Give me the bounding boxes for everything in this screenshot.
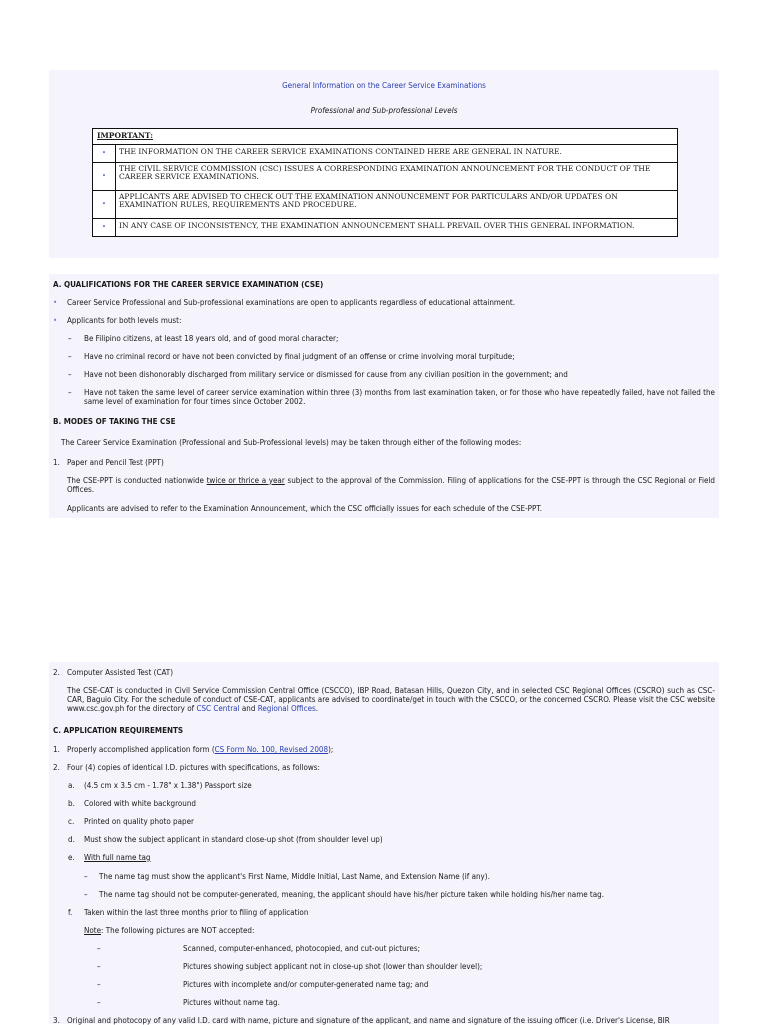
dash-marker: – [97,980,101,989]
important-table [92,128,678,237]
not-accepted-item: Scanned, computer-enhanced, photocopied, and cut-out pictures; [183,944,421,953]
ppt-label: Paper and Pencil Test (PPT) [67,458,164,467]
sub-letter: d. [68,835,75,844]
sub-letter: c. [68,817,75,826]
dash-marker: – [68,370,72,379]
photo-spec: Colored with white background [84,799,196,808]
note: Note: The following pictures are NOT accepted: [84,926,255,935]
cat-label: Computer Assisted Test (CAT) [67,668,174,677]
name-tag-rule: The name tag should not be computer-generated, meaning, the applicant should have his/her picture taken while holding his/her name tag. [99,890,605,899]
photo-spec: Must show the subject applicant in standard close-up shot (from shoulder level up) [84,835,383,844]
name-tag-rule: The name tag must show the applicant's First Name, Middle Initial, Last Name, and Extension Name (if any). [99,872,490,881]
important-row: • THE INFORMATION ON THE CAREER SERVICE EXAMINATIONS CONTAINED HERE ARE GENERAL IN NATURE. [93,144,677,162]
cs-form-link[interactable]: CS Form No. 100, Revised 2008 [214,745,329,754]
list-number: 2. [53,763,60,772]
qualification-item: Have no criminal record or have not been convicted by final judgment of an offense or crime involving moral turpitude; [84,352,515,361]
important-row: • THE CIVIL SERVICE COMMISSION (CSC) ISSUES A CORRESPONDING EXAMINATION ANNOUNCEMENT FOR THE CONDUCT OF THE CAREER SERVICE EXAMINATIONS. [93,162,677,190]
ppt-paragraph: The CSE-PPT is conducted nationwide twice or thrice a year subject to the approval of the Commission. Filing of applications for the CSE-PPT is through the CSC Regional or Field Offices. [67,476,715,494]
important-row: • IN ANY CASE OF INCONSISTENCY, THE EXAMINATION ANNOUNCEMENT SHALL PREVAIL OVER THIS GENERAL INFORMATION. [93,218,677,236]
requirement-item: Properly accomplished application form (CS Form No. 100, Revised 2008); [67,745,334,754]
bullet-icon: • [101,221,107,231]
dash-marker: – [84,872,88,881]
dash-marker: – [68,388,72,397]
list-number: 2. [53,668,60,677]
photo-spec: With full name tag [84,853,151,862]
qualification-bullet: Career Service Professional and Sub-professional examinations are open to applicants regardless of educational attainment. [67,298,516,307]
cat-paragraph: The CSE-CAT is conducted in Civil Service Commission Central Office (CSCCO), IBP Road, Batasan Hills, Quezon City, and in selected CSC Regional Offices (CSCRO) such as CSC-CAR, Baguio City. For the schedule of conduct of CSE-CAT, applicants are advised to coordinate/get in touch with the CSCCO, or the concerned CSCRO. Please visit the CSC website www.csc.gov.ph for the directory of CSC Central and Regional Offices. [67,686,715,713]
dash-marker: – [68,334,72,343]
sub-letter: f. [68,908,73,917]
not-accepted-item: Pictures without name tag. [183,998,280,1007]
dash-marker: – [97,944,101,953]
bullet-icon: • [101,198,107,208]
section-b-intro: The Career Service Examination (Professional and Sub-Professional levels) may be taken through either of the following modes: [61,438,522,447]
page-title: General Information on the Career Service Examinations [282,81,486,90]
important-heading: IMPORTANT: [97,131,154,140]
ppt-paragraph-2: Applicants are advised to refer to the Examination Announcement, which the CSC officially issues for each schedule of the CSE-PPT. [67,504,543,513]
qualification-bullet: Applicants for both levels must: [67,316,182,325]
sub-letter: e. [68,853,75,862]
sub-letter: b. [68,799,75,808]
requirement-item: Four (4) copies of identical I.D. pictures with specifications, as follows: [67,763,320,772]
photo-spec: Printed on quality photo paper [84,817,194,826]
dash-marker: – [97,962,101,971]
not-accepted-item: Pictures showing subject applicant not in close-up shot (lower than shoulder level); [183,962,483,971]
qualification-item: Have not taken the same level of career service examination within three (3) months from last examination taken, or for those who have repeatedly failed, have not failed the same level of examination for four times since October 2002. [84,388,715,406]
dash-marker: – [97,998,101,1007]
csc-central-link[interactable]: CSC Central [196,704,240,713]
not-accepted-item: Pictures with incomplete and/or computer-generated name tag; and [183,980,429,989]
list-number: 3. [53,1016,60,1025]
qualification-item: Have not been dishonorably discharged from military service or dismissed for cause from any civilian position in the government; and [84,370,568,379]
requirement-item: Original and photocopy of any valid I.D. card with name, picture and signature of the applicant, and name and signature of the issuing officer (i.e. Driver's License, BIR [67,1016,670,1025]
photo-spec: (4.5 cm x 3.5 cm - 1.78" x 1.38") Passport size [84,781,252,790]
bullet-icon: • [53,316,58,325]
section-c-heading: C. APPLICATION REQUIREMENTS [53,726,184,735]
page-subtitle: Professional and Sub-professional Levels [310,106,458,115]
section-a-heading: A. QUALIFICATIONS FOR THE CAREER SERVICE EXAMINATION (CSE) [53,280,324,289]
qualification-item: Be Filipino citizens, at least 18 years old, and of good moral character; [84,334,339,343]
bullet-icon: • [53,298,58,307]
dash-marker: – [84,890,88,899]
sub-letter: a. [68,781,75,790]
photo-spec: Taken within the last three months prior to filing of application [84,908,309,917]
list-number: 1. [53,745,60,754]
list-number: 1. [53,458,60,467]
dash-marker: – [68,352,72,361]
regional-offices-link[interactable]: Regional Offices [257,704,316,713]
bullet-icon: • [101,170,107,180]
section-b-heading: B. MODES OF TAKING THE CSE [53,417,176,426]
important-row: • APPLICANTS ARE ADVISED TO CHECK OUT THE EXAMINATION ANNOUNCEMENT FOR PARTICULARS AND/OR UPDATES ON EXAMINATION RULES, REQUIREMENTS AND PROCEDURE. [93,190,677,218]
bullet-icon: • [101,147,107,157]
